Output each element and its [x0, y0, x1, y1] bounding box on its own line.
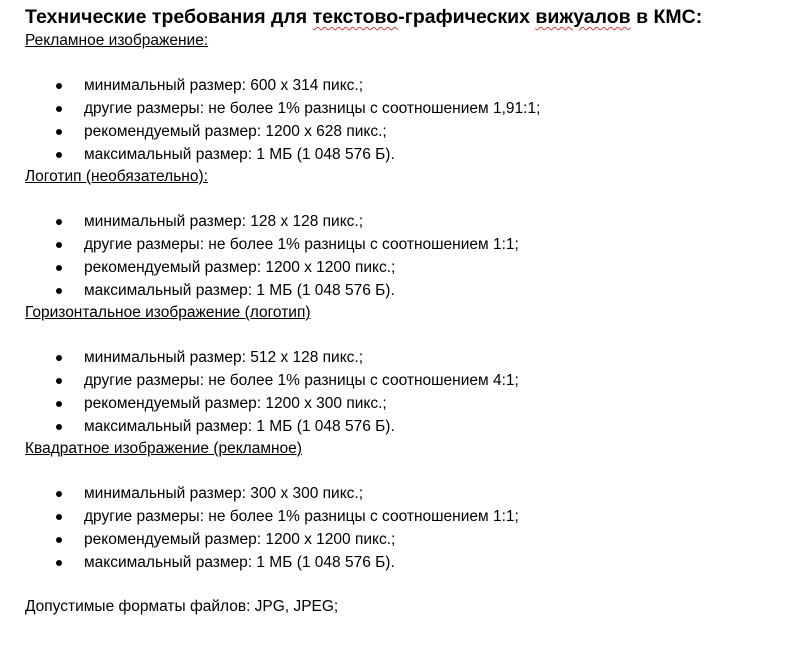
list-item [25, 369, 795, 392]
section-ad-image [25, 30, 795, 166]
list-item-text: другие размеры: не более 1% разницы с соотношением 1:1; [84, 236, 519, 253]
blank-line [25, 460, 795, 482]
list-item-text: рекомендуемый размер: 1200 х 1200 пикс.; [84, 259, 396, 276]
title-text-part: -графических [398, 6, 536, 28]
section-square-image [25, 438, 795, 574]
section-heading: Горизонтальное изображение (логотип) [25, 304, 311, 321]
list-item [25, 551, 795, 574]
title-text-part: в КМС: [630, 6, 703, 28]
list-item [25, 346, 795, 369]
list-item [25, 233, 795, 256]
section-heading: Логотип (необязательно): [25, 168, 208, 185]
list-item [25, 256, 795, 279]
list-item-text: рекомендуемый размер: 1200 х 300 пикс.; [84, 395, 387, 412]
list-item-text: рекомендуемый размер: 1200 х 628 пикс.; [84, 123, 387, 140]
list-item-text: максимальный размер: 1 МБ (1 048 576 Б). [84, 554, 395, 571]
list-item [25, 74, 795, 97]
bullet-icon [56, 265, 62, 271]
list-item [25, 210, 795, 233]
section-heading: Рекламное изображение: [25, 32, 209, 49]
list-item-text: минимальный размер: 128 х 128 пикс.; [84, 213, 364, 230]
list-item-text: минимальный размер: 512 х 128 пикс.; [84, 349, 364, 366]
bullet-icon [56, 514, 62, 520]
list-item [25, 528, 795, 551]
bullet-icon [56, 378, 62, 384]
bullet-icon [56, 424, 62, 430]
list-item-text: максимальный размер: 1 МБ (1 048 576 Б). [84, 418, 395, 435]
list-item [25, 120, 795, 143]
bullet-icon [56, 129, 62, 135]
bullet-icon [56, 152, 62, 158]
section-heading: Квадратное изображение (рекламное) [25, 440, 302, 457]
list-item-text: максимальный размер: 1 МБ (1 048 576 Б). [84, 282, 395, 299]
section-logo [25, 166, 795, 302]
document-title [25, 4, 795, 30]
requirements-list [25, 482, 795, 574]
title-spellcheck-word: вижуалов [535, 6, 631, 28]
list-item [25, 482, 795, 505]
bullet-icon [56, 106, 62, 112]
blank-line [25, 188, 795, 210]
requirements-list [25, 74, 795, 166]
document-body [25, 4, 795, 634]
list-item-text: другие размеры: не более 1% разницы с соотношением 4:1; [84, 372, 519, 389]
list-item [25, 415, 795, 438]
bullet-icon [56, 401, 62, 407]
list-item-text: рекомендуемый размер: 1200 х 1200 пикс.; [84, 531, 396, 548]
bullet-icon [56, 491, 62, 497]
requirements-list [25, 346, 795, 438]
bullet-icon [56, 242, 62, 248]
list-item [25, 97, 795, 120]
allowed-formats-text: Допустимые форматы файлов: JPG, JPEG; [25, 598, 339, 615]
list-item-text: минимальный размер: 300 х 300 пикс.; [84, 485, 364, 502]
list-item [25, 279, 795, 302]
list-item-text: другие размеры: не более 1% разницы с соотношением 1,91:1; [84, 100, 541, 117]
list-item-text: минимальный размер: 600 х 314 пикс.; [84, 77, 364, 94]
bullet-icon [56, 560, 62, 566]
blank-line [25, 52, 795, 74]
list-item [25, 392, 795, 415]
blank-line [25, 324, 795, 346]
bullet-icon [56, 219, 62, 225]
title-text-part: Технические требования для [25, 6, 313, 28]
list-item-text: другие размеры: не более 1% разницы с соотношением 1:1; [84, 508, 519, 525]
bullet-icon [56, 537, 62, 543]
bullet-icon [56, 288, 62, 294]
section-horizontal-image [25, 302, 795, 438]
title-spellcheck-word: текстово [312, 6, 399, 28]
list-item [25, 143, 795, 166]
bullet-icon [56, 83, 62, 89]
list-item-text: максимальный размер: 1 МБ (1 048 576 Б). [84, 146, 395, 163]
list-item [25, 505, 795, 528]
bullet-icon [56, 355, 62, 361]
requirements-list [25, 210, 795, 302]
